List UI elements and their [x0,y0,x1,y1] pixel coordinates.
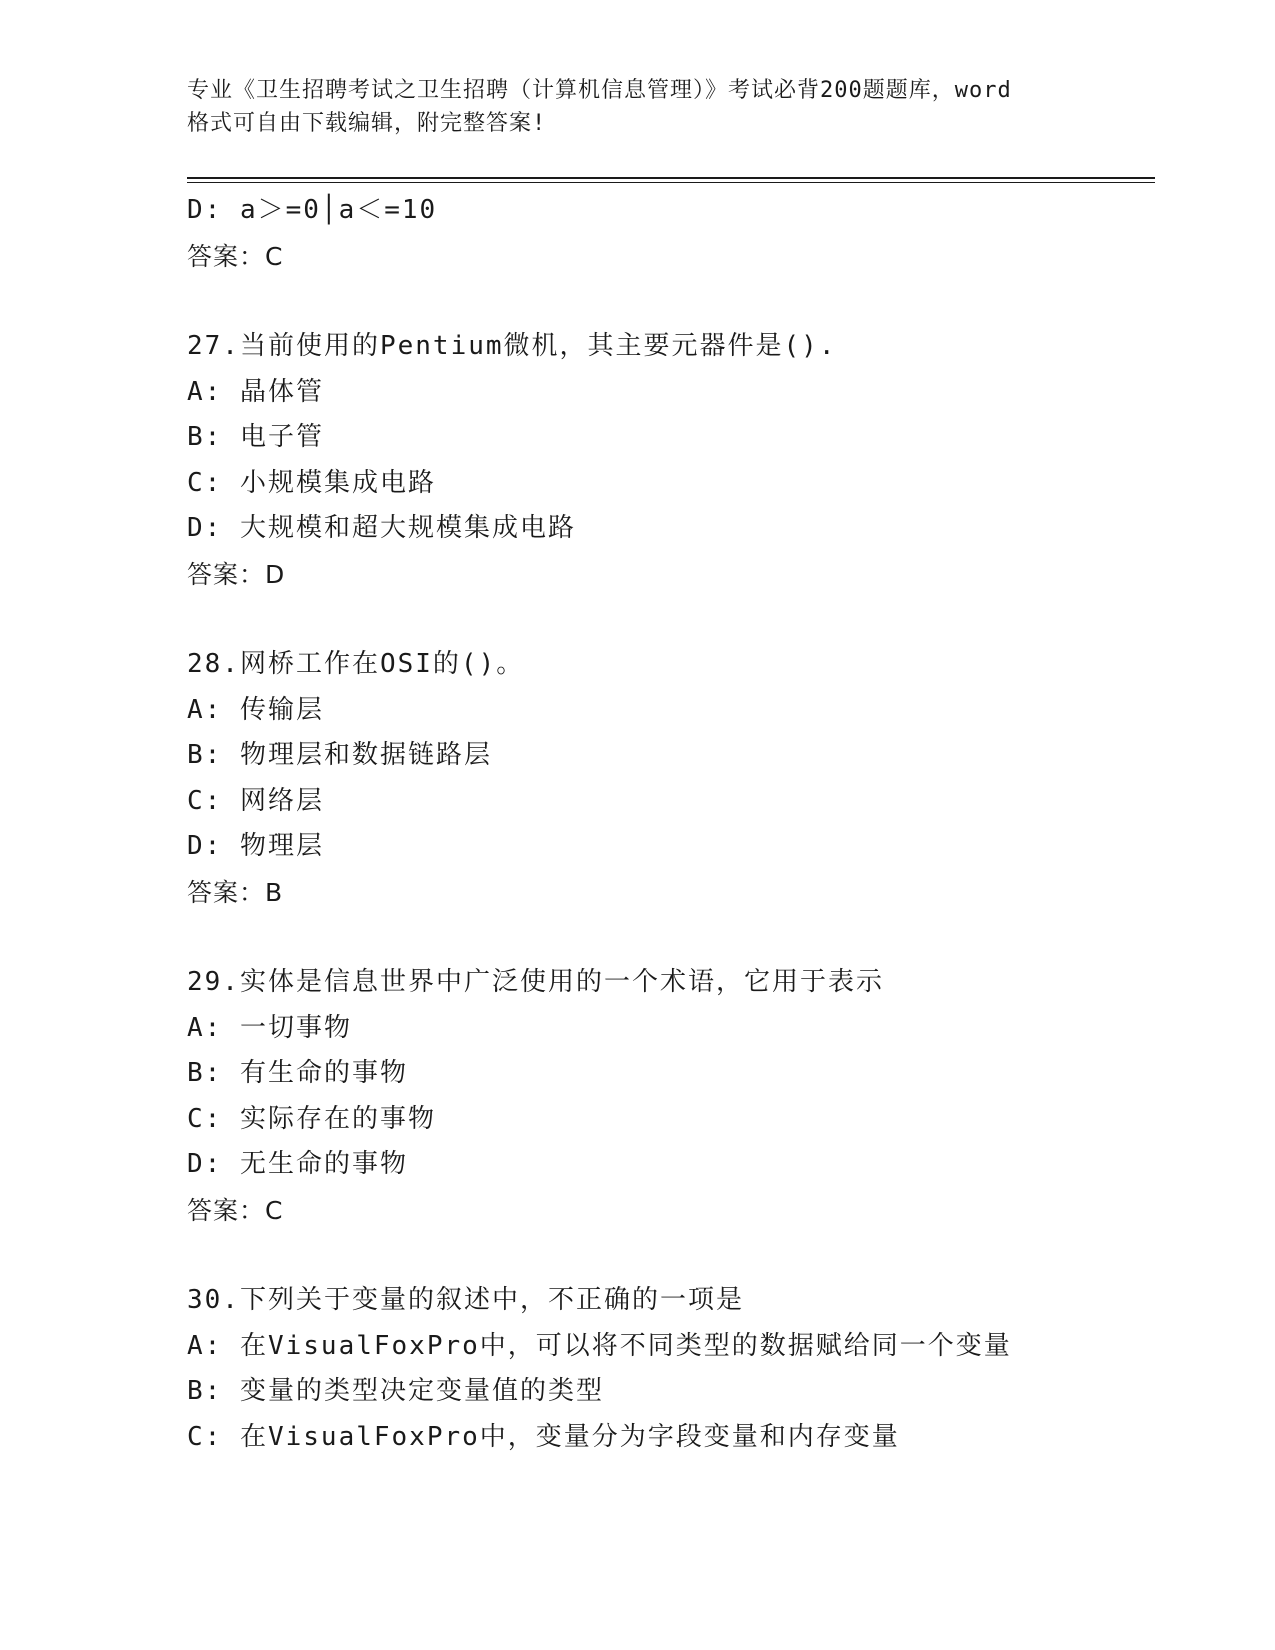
answer: 答案：B [187,877,284,907]
option-b: B: 电子管 [187,422,324,452]
answer: 答案：D [187,559,286,589]
option-d: D: 物理层 [187,831,324,861]
answer: 答案：C [187,1195,284,1225]
question-stem: 29.实体是信息世界中广泛使用的一个术语，它用于表示 [187,967,884,997]
option-a: A: 晶体管 [187,376,324,407]
question-stem: 30.下列关于变量的叙述中，不正确的一项是 [187,1285,744,1315]
option-d: D: 大规模和超大规模集成电路 [187,513,576,543]
option-b: B: 有生命的事物 [187,1058,408,1088]
spacer [187,1233,1147,1278]
question-stem: 28.网桥工作在OSI的()。 [187,649,525,679]
question-29 [187,960,1147,1233]
question-27 [187,324,1147,597]
option-d: D: 无生命的事物 [187,1149,408,1179]
question-26-answer: 答案：C [187,241,284,271]
option-c: C: 实际存在的事物 [187,1103,436,1134]
option-c: C: 网络层 [187,785,324,816]
option-a: A: 传输层 [187,694,324,725]
header-line-1: 专业《卫生招聘考试之卫生招聘（计算机信息管理）》考试必背200题题库，word [187,78,1012,103]
document-body [187,188,1147,1460]
spacer [187,915,1147,960]
option-a: A: 在VisualFoxPro中，可以将不同类型的数据赋给同一个变量 [187,1330,1012,1361]
spacer [187,279,1147,324]
header-line-2: 格式可自由下载编辑，附完整答案! [187,111,547,136]
option-a: A: 一切事物 [187,1012,352,1043]
option-c: C: 小规模集成电路 [187,467,436,498]
spacer [187,597,1147,642]
header-divider-thick [187,177,1155,179]
question-26-option-d: D: a＞=0│a＜=10 [187,195,438,225]
header-divider-thin [187,182,1155,183]
option-b: B: 物理层和数据链路层 [187,740,492,770]
document-header [187,74,1087,140]
question-stem: 27.当前使用的Pentium微机，其主要元器件是(). [187,331,837,361]
question-30 [187,1278,1147,1460]
option-b: B: 变量的类型决定变量值的类型 [187,1376,604,1406]
question-28 [187,642,1147,915]
option-c: C: 在VisualFoxPro中，变量分为字段变量和内存变量 [187,1421,900,1452]
